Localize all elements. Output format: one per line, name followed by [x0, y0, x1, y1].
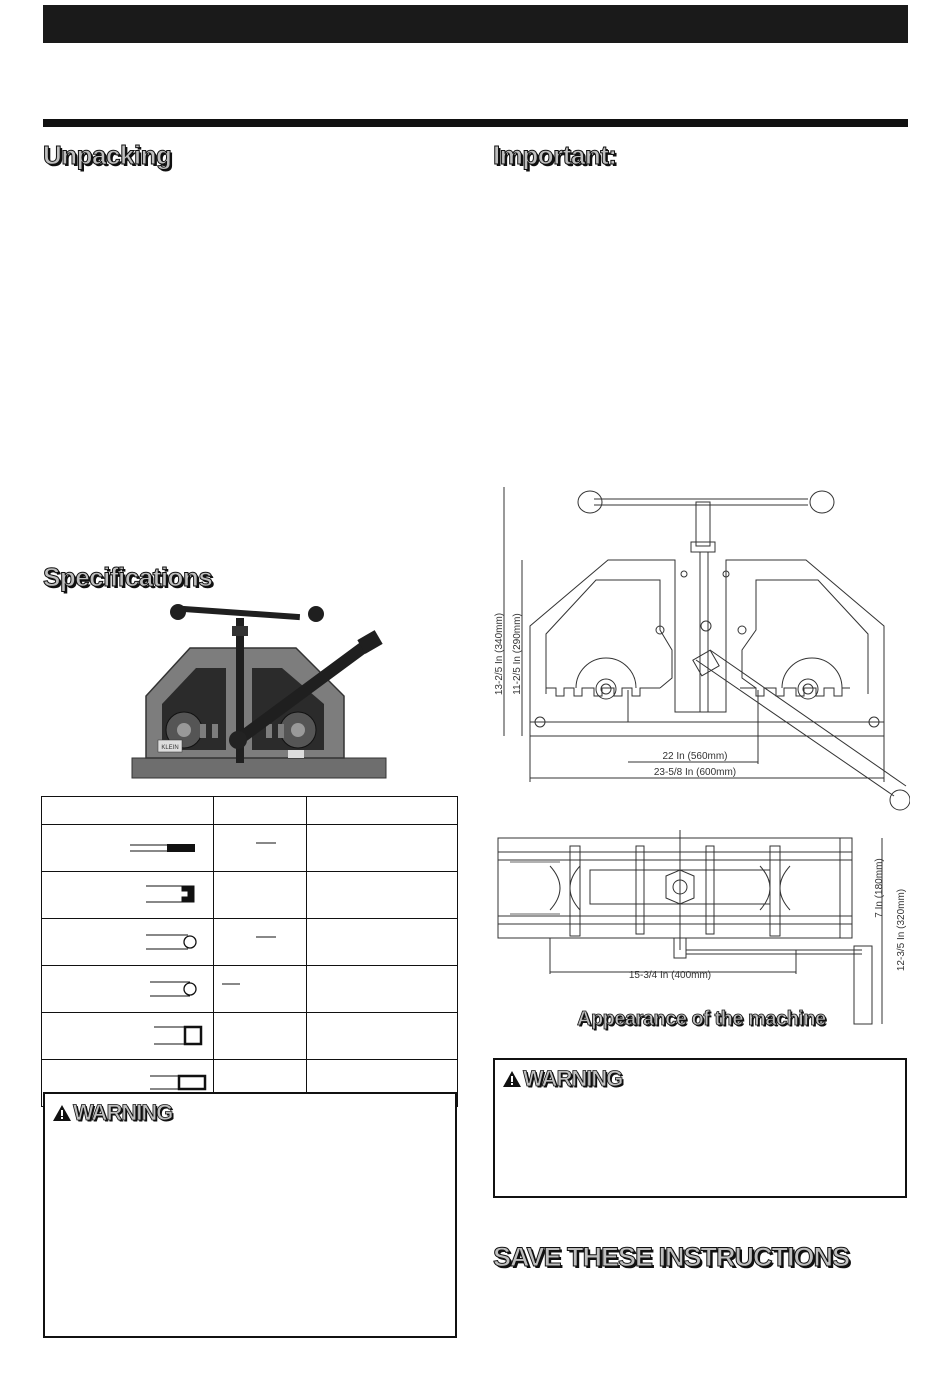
warning-box-right	[493, 1058, 907, 1198]
warning-label-left: WARNING	[73, 1100, 173, 1125]
header-rule	[43, 119, 908, 127]
dimension-height-inner: 11-2/5 In (290mm)	[512, 613, 523, 695]
dimension-width-inner: 22 In (560mm)	[662, 751, 728, 762]
header-band	[43, 5, 908, 43]
table-row	[42, 966, 458, 1013]
warning-title-right	[503, 1066, 622, 1092]
save-instructions-heading: SAVE THESE INSTRUCTIONS	[493, 1242, 850, 1272]
table-header-row	[42, 797, 458, 825]
table-row	[42, 825, 458, 872]
top-view-drawing	[490, 826, 910, 1026]
channel-icon	[42, 872, 213, 913]
dimension-depth: 15-3/4 In (400mm)	[628, 970, 712, 981]
flat-bar-icon	[42, 825, 213, 866]
important-heading: Important:	[493, 140, 617, 170]
warning-title-left	[53, 1100, 172, 1126]
figure-caption: Appearance of the machine	[577, 1008, 826, 1030]
dimension-height-outer: 13-2/5 In (340mm)	[494, 612, 505, 696]
warning-label-right: WARNING	[523, 1066, 623, 1091]
round-bar-icon	[42, 966, 213, 1007]
unpacking-heading: Unpacking	[43, 140, 172, 170]
specifications-table	[41, 796, 458, 1107]
machine-photo	[128, 600, 390, 782]
dimension-side-outer: 12-3/5 In (320mm)	[896, 888, 907, 972]
dimension-width-outer: 23-5/8 In (600mm)	[653, 767, 737, 778]
front-view-drawing	[490, 482, 910, 822]
table-row	[42, 1013, 458, 1060]
round-tube-icon	[42, 919, 213, 960]
specifications-heading: Specifications	[43, 562, 213, 592]
warning-box-left	[43, 1092, 457, 1338]
square-tube-icon	[42, 1013, 213, 1054]
table-row	[42, 919, 458, 966]
product-label: KLEIN	[161, 745, 179, 751]
warning-triangle-icon	[53, 1105, 71, 1121]
warning-triangle-icon	[503, 1071, 521, 1087]
dimension-side-inner: 7 In (180mm)	[874, 858, 885, 918]
table-row	[42, 872, 458, 919]
